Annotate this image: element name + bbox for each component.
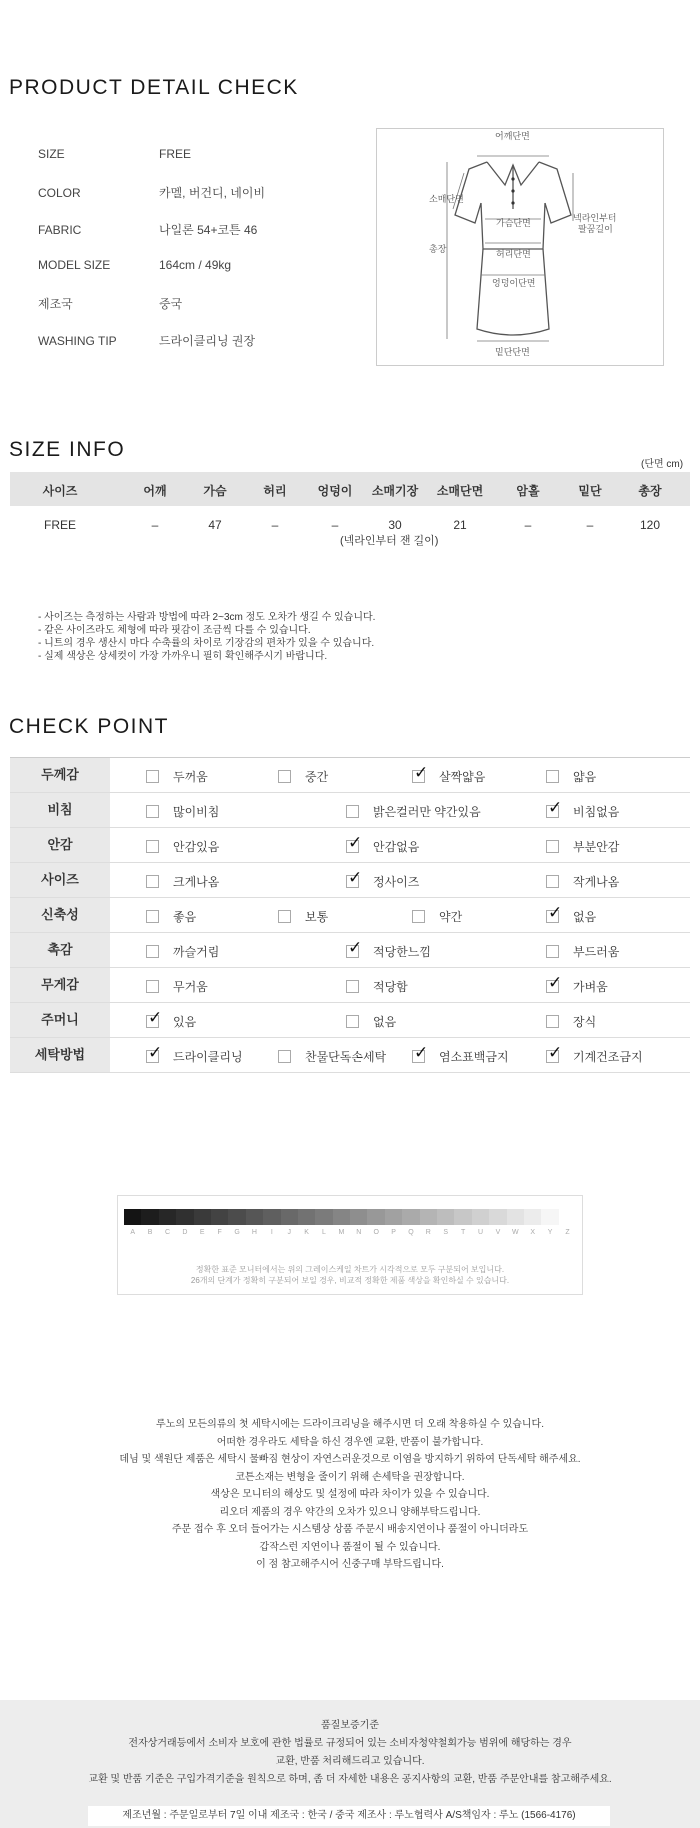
check-option xyxy=(546,973,608,995)
grayscale-letter: T xyxy=(460,1229,466,1236)
checkbox-unchecked xyxy=(546,1015,559,1028)
label-hem: 밑단단면 xyxy=(495,348,530,358)
check-row xyxy=(10,1003,690,1038)
grayscale-bar xyxy=(124,1209,576,1225)
check-option xyxy=(546,903,597,925)
check-row-label: 사이즈 xyxy=(10,863,110,897)
grayscale-letter: P xyxy=(391,1229,396,1236)
size-value-cell: – xyxy=(271,518,279,532)
check-option-label: 가벼움 xyxy=(573,980,608,994)
check-option xyxy=(546,838,619,855)
check-row xyxy=(10,863,690,898)
checkbox-unchecked xyxy=(412,910,425,923)
check-option xyxy=(146,943,219,960)
size-header-cell: 사이즈 xyxy=(42,484,78,498)
detail-label: FABRIC xyxy=(38,223,82,237)
checkbox-unchecked xyxy=(278,770,291,783)
check-option xyxy=(346,1013,396,1030)
grayscale-letter: D xyxy=(182,1229,188,1236)
checkbox-unchecked xyxy=(146,945,159,958)
detail-row xyxy=(38,184,265,201)
grayscale-letter: J xyxy=(287,1229,291,1236)
check-option-label: 얇음 xyxy=(573,770,597,784)
check-option xyxy=(146,873,219,890)
grayscale-swatch xyxy=(315,1209,332,1225)
check-option xyxy=(146,768,208,785)
footer-info-bar: 제조년월 : 주문일로부터 7일 이내 제조국 : 한국 / 중국 제조사 : 루노협력사 A/S책임자 : 루노 (1566-4176) xyxy=(88,1806,610,1826)
check-option-label: 보통 xyxy=(305,910,329,924)
label-shoulder: 어깨단면 xyxy=(495,132,530,142)
checkbox-checked xyxy=(546,973,563,993)
size-value-cell: – xyxy=(524,518,532,532)
grayscale-swatch xyxy=(298,1209,315,1225)
check-option xyxy=(278,768,328,785)
check-option-label: 정사이즈 xyxy=(373,875,420,889)
checkbox-checked xyxy=(546,798,563,818)
size-header-cell: 허리 xyxy=(263,484,287,498)
label-sleeve-length-2: 팔꿈길이 xyxy=(578,225,613,235)
checkbox-unchecked xyxy=(546,770,559,783)
check-option xyxy=(146,978,208,995)
grayscale-swatch xyxy=(246,1209,263,1225)
check-row xyxy=(10,793,690,828)
checkbox-unchecked xyxy=(346,1015,359,1028)
check-row xyxy=(10,828,690,863)
grayscale-swatch xyxy=(420,1209,437,1225)
grayscale-letter: L xyxy=(322,1229,326,1236)
label-sleeve-length-1: 넥라인부터 xyxy=(573,214,617,224)
checkmark-icon: ✓ xyxy=(414,1043,429,1062)
care-notice-line: 어떠한 경우라도 세탁을 하신 경우엔 교환, 반품이 불가합니다. xyxy=(216,1436,484,1448)
grayscale-letters xyxy=(124,1229,576,1239)
grayscale-swatch xyxy=(454,1209,471,1225)
checkbox-checked xyxy=(546,903,563,923)
grayscale-letter: Z xyxy=(565,1229,570,1236)
checkbox-unchecked xyxy=(146,910,159,923)
check-option-label: 적당함 xyxy=(373,980,408,994)
check-option xyxy=(546,943,619,960)
section-title-size-info: SIZE INFO xyxy=(9,438,126,461)
check-option-label: 많이비침 xyxy=(173,805,220,819)
check-option xyxy=(346,978,408,995)
size-value-cell: – xyxy=(331,518,339,532)
footer-line: 교환 및 반품 기준은 구입가격기준을 원칙으로 하며, 좀 더 자세한 내용은 공지사항의 교환, 반품 주문안내를 참고해주세요. xyxy=(88,1774,612,1785)
care-notice-line: 데님 및 색원단 제품은 세탁시 물빠짐 현상이 자연스러운것으로 이염을 방지하기 위하여 단독세탁 해주세요. xyxy=(119,1454,581,1465)
check-option xyxy=(412,908,462,925)
check-option-label: 부분안감 xyxy=(573,840,620,854)
check-row-label: 세탁방법 xyxy=(10,1038,110,1072)
care-notice-line: 이 점 참고해주시어 신중구매 부탁드립니다. xyxy=(256,1559,444,1570)
detail-row xyxy=(38,258,231,272)
check-option-label: 중간 xyxy=(305,770,329,784)
footer-line: 전자상거래등에서 소비자 보호에 관한 법률로 규정되어 있는 소비자청약철회가능 범위에 해당하는 경우 xyxy=(128,1738,572,1749)
checkbox-checked xyxy=(346,833,363,853)
check-option xyxy=(346,868,420,890)
check-row xyxy=(10,933,690,968)
care-notice-line: 리오더 제품의 경우 약간의 오차가 있으니 양해부탁드립니다. xyxy=(219,1506,481,1518)
check-row-label: 비침 xyxy=(10,793,110,827)
footer-title: 품질보증기준 xyxy=(321,1720,379,1731)
sleeve-note: (넥라인부터 잰 길이) xyxy=(340,535,439,547)
grayscale-letter: F xyxy=(217,1229,222,1236)
grayscale-swatch xyxy=(211,1209,228,1225)
grayscale-letter: I xyxy=(270,1229,273,1236)
footer-line: 교환, 반품 처리해드리고 있습니다. xyxy=(275,1756,425,1767)
size-header-cell: 암홀 xyxy=(516,484,540,498)
grayscale-letter: C xyxy=(164,1229,170,1236)
check-row-label: 신축성 xyxy=(10,898,110,932)
section-title-product-detail: PRODUCT DETAIL CHECK xyxy=(9,76,299,99)
size-header-cell: 소매기장 xyxy=(371,484,419,498)
check-option xyxy=(546,873,619,890)
detail-label: COLOR xyxy=(38,186,81,200)
grayscale-swatch xyxy=(472,1209,489,1225)
quality-guarantee-footer xyxy=(0,1700,700,1828)
grayscale-swatch xyxy=(350,1209,367,1225)
grayscale-swatch xyxy=(263,1209,280,1225)
grayscale-swatch xyxy=(141,1209,158,1225)
grayscale-letter: B xyxy=(147,1229,153,1236)
checkmark-icon: ✓ xyxy=(548,1043,563,1062)
check-option-label: 염소표백금지 xyxy=(439,1050,509,1064)
grayscale-swatch xyxy=(559,1209,576,1225)
grayscale-swatch xyxy=(402,1209,419,1225)
detail-row xyxy=(38,295,182,312)
check-option xyxy=(146,803,219,820)
grayscale-letter: A xyxy=(130,1229,136,1236)
grayscale-swatch xyxy=(385,1209,402,1225)
checkmark-icon: ✓ xyxy=(148,1008,163,1027)
grayscale-letter: G xyxy=(234,1229,240,1236)
size-note: - 실제 색상은 상세컷이 가장 가까우니 필히 확인해주시기 바랍니다. xyxy=(38,651,328,662)
checkbox-unchecked xyxy=(546,840,559,853)
check-row xyxy=(10,898,690,933)
check-option-label: 무거움 xyxy=(173,980,208,994)
check-option-label: 안감있음 xyxy=(173,840,220,854)
check-row xyxy=(10,758,690,793)
checkbox-unchecked xyxy=(546,875,559,888)
checkmark-icon: ✓ xyxy=(414,763,429,782)
checkbox-checked xyxy=(146,1008,163,1028)
label-hip: 엉덩이단면 xyxy=(492,279,536,289)
detail-label: SIZE xyxy=(38,147,65,161)
check-option-label: 드라이클리닝 xyxy=(173,1050,243,1064)
check-row-label: 촉감 xyxy=(10,933,110,967)
check-option xyxy=(546,1043,643,1065)
grayscale-letter: H xyxy=(251,1229,257,1236)
checkmark-icon: ✓ xyxy=(548,973,563,992)
grayscale-letter: O xyxy=(373,1229,379,1236)
grayscale-swatch xyxy=(124,1209,141,1225)
detail-value: 나일론 54+코튼 46 xyxy=(159,223,258,237)
care-notice-line: 코튼소재는 변형을 줄이기 위해 손세탁을 권장합니다. xyxy=(235,1471,465,1483)
checkbox-checked xyxy=(346,868,363,888)
check-option-label: 살짝얇음 xyxy=(439,770,486,784)
grayscale-swatch xyxy=(524,1209,541,1225)
check-option-label: 찬물단독손세탁 xyxy=(305,1050,387,1064)
detail-label: 제조국 xyxy=(38,297,73,311)
care-notice-line: 갑작스런 지연이나 품절이 될 수 있습니다. xyxy=(259,1541,441,1553)
checkbox-checked xyxy=(146,1043,163,1063)
grayscale-swatch xyxy=(228,1209,245,1225)
check-option-label: 작게나옴 xyxy=(573,875,620,889)
size-header-cell: 가슴 xyxy=(203,484,227,498)
size-value-cell: FREE xyxy=(43,518,76,532)
size-note: - 니트의 경우 생산시 마다 수축률의 차이로 기장감의 편차가 있을 수 있습니다. xyxy=(38,638,375,649)
size-header-cell: 소매단면 xyxy=(436,484,484,498)
grayscale-letter: R xyxy=(425,1229,431,1236)
grayscale-swatch xyxy=(367,1209,384,1225)
check-option-label: 적당한느낌 xyxy=(373,945,431,959)
size-value-cell: – xyxy=(586,518,594,532)
check-option xyxy=(146,838,219,855)
size-value-cell: 120 xyxy=(639,518,661,532)
grayscale-swatch xyxy=(281,1209,298,1225)
check-option xyxy=(412,763,486,785)
size-table-header xyxy=(10,472,690,506)
checkmark-icon: ✓ xyxy=(548,798,563,817)
section-title-check-point: CHECK POINT xyxy=(9,715,170,738)
grayscale-swatch xyxy=(194,1209,211,1225)
size-note: - 사이즈는 측정하는 사람과 방법에 따라 2~3cm 정도 오차가 생길 수 있습니다. xyxy=(38,612,376,623)
grayscale-swatch xyxy=(159,1209,176,1225)
grayscale-caption-1: 정확한 표준 모니터에서는 위의 그레이스케일 차트가 시각적으로 모두 구분되어 보입니다. xyxy=(195,1265,505,1274)
detail-row xyxy=(38,332,255,349)
checkbox-checked xyxy=(412,1043,429,1063)
grayscale-swatch xyxy=(437,1209,454,1225)
check-option xyxy=(546,768,596,785)
size-value-cell: 21 xyxy=(453,518,467,532)
check-option-label: 약간 xyxy=(439,910,463,924)
size-value-cell: 30 xyxy=(388,518,402,532)
grayscale-letter: V xyxy=(495,1229,501,1236)
size-note: - 같은 사이즈라도 체형에 따라 핏감이 조금씩 다를 수 있습니다. xyxy=(38,625,311,636)
check-option-label: 두꺼움 xyxy=(173,770,208,784)
detail-value: 카멜, 버건디, 네이비 xyxy=(159,186,266,200)
check-option-label: 크게나옴 xyxy=(173,875,220,889)
detail-value: 중국 xyxy=(159,297,183,311)
grayscale-caption-2: 26개의 단계가 정확히 구분되어 보일 경우, 비교적 정확한 제품 색상을 확인하실 수 있습니다. xyxy=(190,1276,510,1285)
checkbox-unchecked xyxy=(146,770,159,783)
checkbox-unchecked xyxy=(346,980,359,993)
checkmark-icon: ✓ xyxy=(348,868,363,887)
size-value-cell: – xyxy=(151,518,159,532)
detail-value: FREE xyxy=(159,147,192,161)
check-row-label: 무게감 xyxy=(10,968,110,1002)
check-option-label: 비침없음 xyxy=(573,805,620,819)
check-option-label: 없음 xyxy=(573,910,597,924)
check-option xyxy=(146,1008,197,1030)
check-row-label: 두께감 xyxy=(10,758,110,792)
grayscale-swatch xyxy=(541,1209,558,1225)
check-option xyxy=(346,803,481,820)
checkmark-icon: ✓ xyxy=(548,903,563,922)
garment-diagram xyxy=(376,128,664,366)
checkmark-icon: ✓ xyxy=(348,833,363,852)
checkbox-unchecked xyxy=(346,805,359,818)
check-option-label: 밝은컬러만 약간있음 xyxy=(373,805,481,819)
care-notice-line: 루노의 모든의류의 첫 세탁시에는 드라이크리닝을 해주시면 더 오래 착용하실 수 있습니다. xyxy=(156,1419,544,1430)
checkbox-unchecked xyxy=(278,1050,291,1063)
grayscale-letter: M xyxy=(338,1229,345,1236)
check-option-label: 부드러움 xyxy=(573,945,620,959)
size-header-cell: 밑단 xyxy=(578,484,602,498)
checkbox-unchecked xyxy=(546,945,559,958)
check-option-label: 장식 xyxy=(573,1015,597,1029)
label-chest: 가슴단면 xyxy=(496,219,531,229)
grayscale-letter: E xyxy=(199,1229,205,1236)
grayscale-letter: W xyxy=(511,1229,519,1236)
check-row-label: 주머니 xyxy=(10,1003,110,1037)
grayscale-letter: N xyxy=(356,1229,362,1236)
check-option-label: 기계건조금지 xyxy=(573,1050,643,1064)
grayscale-letter: S xyxy=(443,1229,449,1236)
checkbox-checked xyxy=(346,938,363,958)
grayscale-swatch xyxy=(489,1209,506,1225)
size-header-cell: 총장 xyxy=(638,484,662,498)
check-option-label: 안감없음 xyxy=(373,840,420,854)
check-option-label: 있음 xyxy=(173,1015,197,1029)
size-header-cell: 어깨 xyxy=(143,484,167,498)
checkbox-unchecked xyxy=(146,980,159,993)
check-option xyxy=(278,1048,386,1065)
label-length: 총장 xyxy=(429,245,447,255)
check-option-label: 없음 xyxy=(373,1015,397,1029)
check-row-label: 안감 xyxy=(10,828,110,862)
check-option xyxy=(546,1013,596,1030)
grayscale-swatch xyxy=(333,1209,350,1225)
detail-value: 164cm / 49kg xyxy=(159,258,232,272)
check-option xyxy=(346,938,431,960)
detail-value: 드라이클리닝 권장 xyxy=(159,334,256,348)
checkmark-icon: ✓ xyxy=(348,938,363,957)
grayscale-letter: Y xyxy=(547,1229,553,1236)
checkbox-unchecked xyxy=(146,840,159,853)
care-notice-line: 주문 접수 후 오더 들어가는 시스템상 상품 주문시 배송지연이나 품절이 아니더라도 xyxy=(171,1524,529,1535)
unit-label: (단면 cm) xyxy=(641,459,684,470)
detail-row xyxy=(38,147,191,161)
checkbox-checked xyxy=(546,1043,563,1063)
check-row xyxy=(10,968,690,1003)
check-option-label: 좋음 xyxy=(173,910,197,924)
check-option xyxy=(412,1043,509,1065)
grayscale-panel xyxy=(117,1195,583,1295)
size-header-cell: 엉덩이 xyxy=(317,484,353,498)
grayscale-letter: K xyxy=(304,1229,309,1236)
checkbox-unchecked xyxy=(146,875,159,888)
check-option xyxy=(146,1043,243,1065)
check-option xyxy=(546,798,620,820)
grayscale-letter: Q xyxy=(408,1229,414,1236)
detail-row xyxy=(38,221,257,238)
grayscale-letter: X xyxy=(530,1229,536,1236)
label-waist: 허리단면 xyxy=(496,250,531,260)
size-value-cell: 47 xyxy=(208,518,222,532)
label-sleeve: 소매단면 xyxy=(429,195,464,205)
care-notice-line: 색상은 모니터의 해상도 및 설정에 따라 차이가 있을 수 있습니다. xyxy=(210,1489,490,1500)
checkbox-unchecked xyxy=(146,805,159,818)
grayscale-swatch xyxy=(507,1209,524,1225)
detail-label: WASHING TIP xyxy=(38,334,117,348)
checkmark-icon: ✓ xyxy=(148,1043,163,1062)
check-option-label: 까슬거림 xyxy=(173,945,220,959)
checkbox-checked xyxy=(412,763,429,783)
checkbox-unchecked xyxy=(278,910,291,923)
check-option xyxy=(146,908,196,925)
grayscale-letter: U xyxy=(477,1229,484,1236)
check-option xyxy=(346,833,420,855)
grayscale-swatch xyxy=(176,1209,193,1225)
check-row xyxy=(10,1038,690,1073)
detail-label: MODEL SIZE xyxy=(38,258,111,272)
check-option xyxy=(278,908,328,925)
